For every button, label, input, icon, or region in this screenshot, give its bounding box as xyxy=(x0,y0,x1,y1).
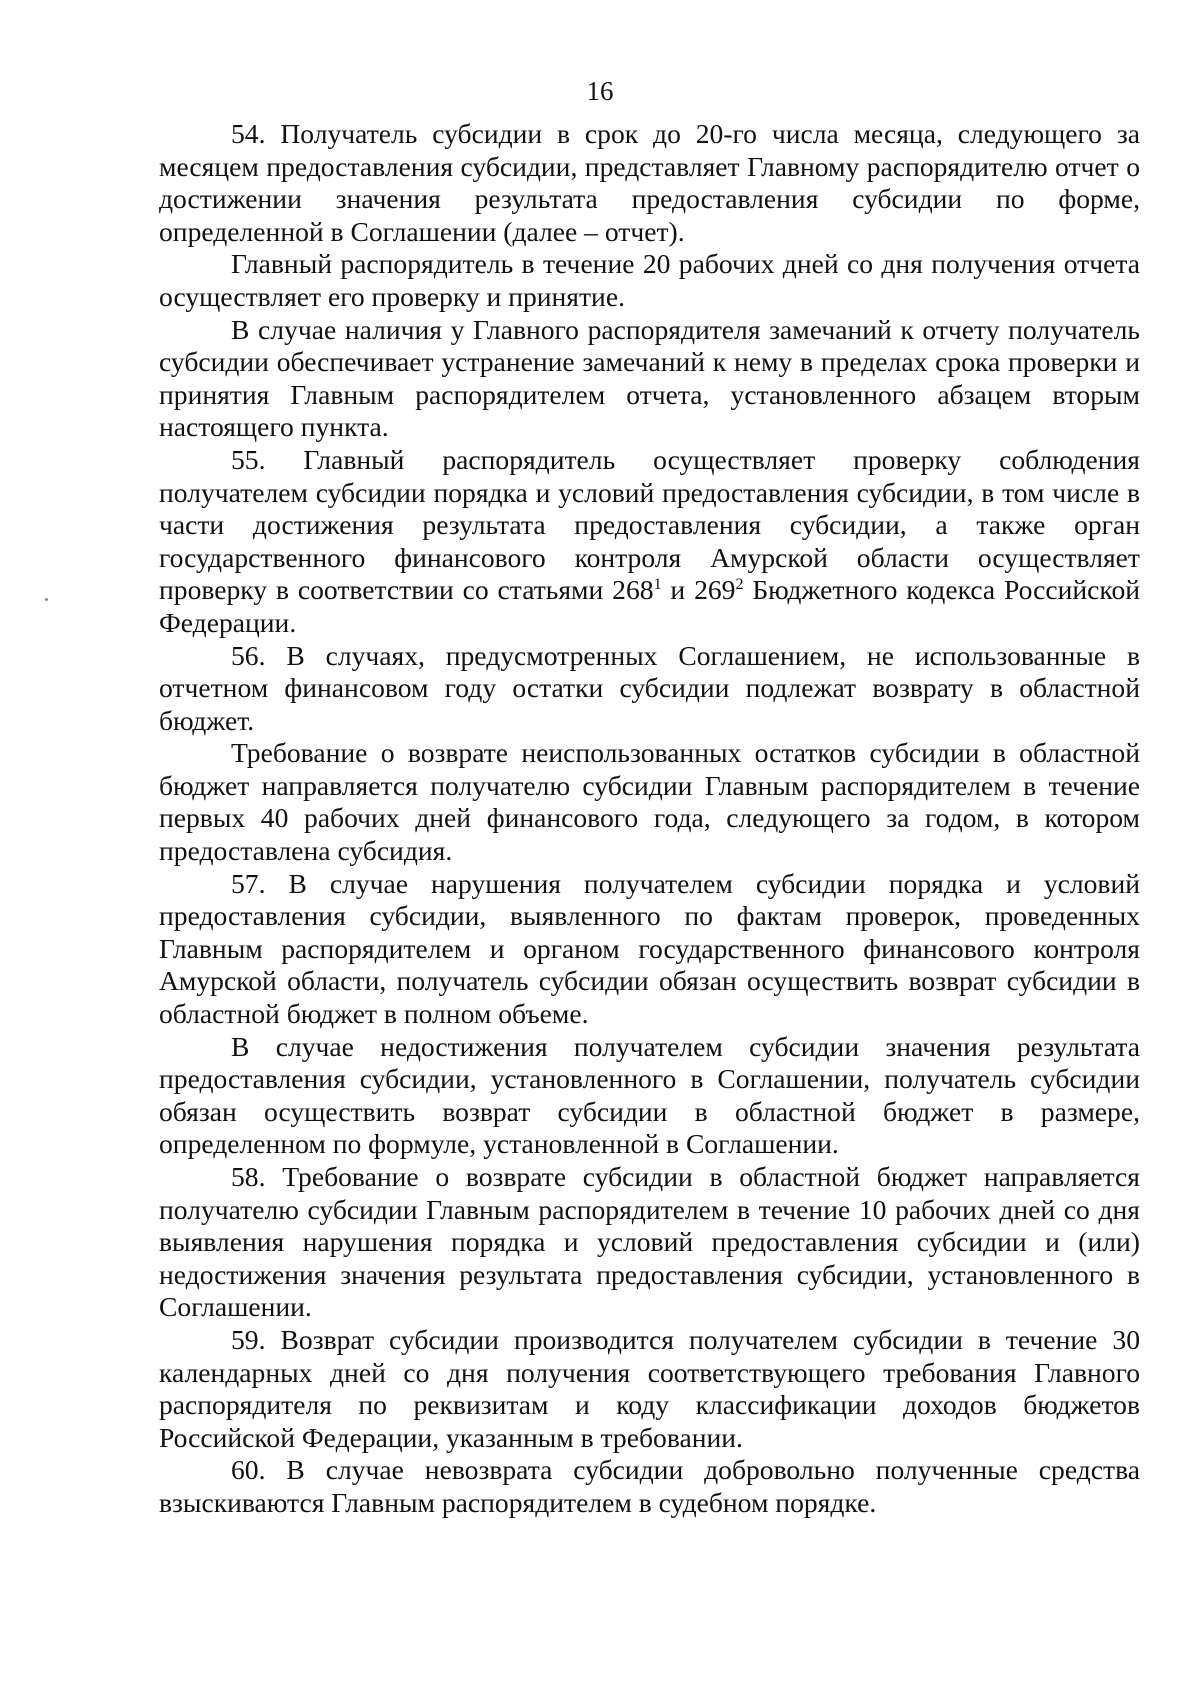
paragraph-54: 54. Получатель субсидии в срок до 20-го числа месяца, следующего за месяцем предоставления субсидии, представляет Главному распорядителю отчет о достижении значения результата предоставления субсидии по форме, определенной в Соглашении (далее – отчет). xyxy=(159,118,1140,247)
footnote-ref-2: 2 xyxy=(735,576,744,594)
paragraph-54-remarks: В случае наличия у Главного распорядителя замечаний к отчету получатель субсидии обеспечивает устранение замечаний к нему в пределах срока проверки и принятия Главным распорядителем отчета, установленного абзацем вторым настоящего пункта. xyxy=(159,313,1140,443)
paragraph-54-review: Главный распорядитель в течение 20 рабочих дней со дня получения отчета осуществляет его проверку и принятие. xyxy=(159,248,1140,312)
paragraph-55-text-b: и 269 xyxy=(661,574,736,606)
paragraph-55-text-a: 55. Главный распорядитель осуществляет проверку соблюдения получателем субсидии порядка и условий предоставления субсидии, в том числе в части достижения результата предоставления субсидии, а также орган государственного финансового контроля Амурской области осуществляет проверку в соответствии со статьями 268 xyxy=(159,443,1140,606)
paragraph-56: 56. В случаях, предусмотренных Соглашением, не использованные в отчетном финансовом году остатки субсидии подлежат возврату в областной бюджет. xyxy=(159,639,1140,736)
paragraph-55-text-c: Бюджетного кодекса Российской Федерации. xyxy=(159,574,1141,638)
paragraph-57-shortfall: В случае недостижения получателем субсидии значения результата предоставления субсидии, установленного в Соглашении, получатель субсидии обязан осуществить возврат субсидии в областной бюджет в размере, определенном по формуле, установленной в Соглашении. xyxy=(159,1030,1140,1160)
page-number: 16 xyxy=(586,76,614,106)
paragraph-58: 58. Требование о возврате субсидии в областной бюджет направляется получателю субсидии Главным распорядителем в течение 10 рабочих дней со дня выявления нарушения порядка и условий предоставления субсидии и (или) недостижения значения результата предоставления субсидии, установленного в Соглашении. xyxy=(159,1161,1140,1323)
paragraph-56-requirement: Требование о возврате неиспользованных остатков субсидии в областной бюджет направляется получателю субсидии Главным распорядителем в течение первых 40 рабочих дней финансового года, следующего за годом, в котором предоставлена субсидия. xyxy=(159,737,1140,867)
document-body xyxy=(159,118,1140,1520)
footnote-ref-1: 1 xyxy=(653,576,662,594)
scan-speck xyxy=(45,598,48,601)
paragraph-57: 57. В случае нарушения получателем субсидии порядка и условий предоставления субсидии, выявленного по фактам проверок, проведенных Главным распорядителем и органом государственного финансового контроля Амурской области, получатель субсидии обязан осуществить возврат субсидии в областной бюджет в полном объеме. xyxy=(159,867,1140,1030)
paragraph-59: 59. Возврат субсидии производится получателем субсидии в течение 30 календарных дней со дня получения соответствующего требования Главного распорядителя по реквизитам и коду классификации доходов бюджетов Российской Федерации, указанным в требовании. xyxy=(159,1323,1140,1453)
paragraph-55 xyxy=(159,444,1140,640)
paragraph-60: 60. В случае невозврата субсидии добровольно полученные средства взыскиваются Главным распорядителем в судебном порядке. xyxy=(159,1454,1140,1518)
